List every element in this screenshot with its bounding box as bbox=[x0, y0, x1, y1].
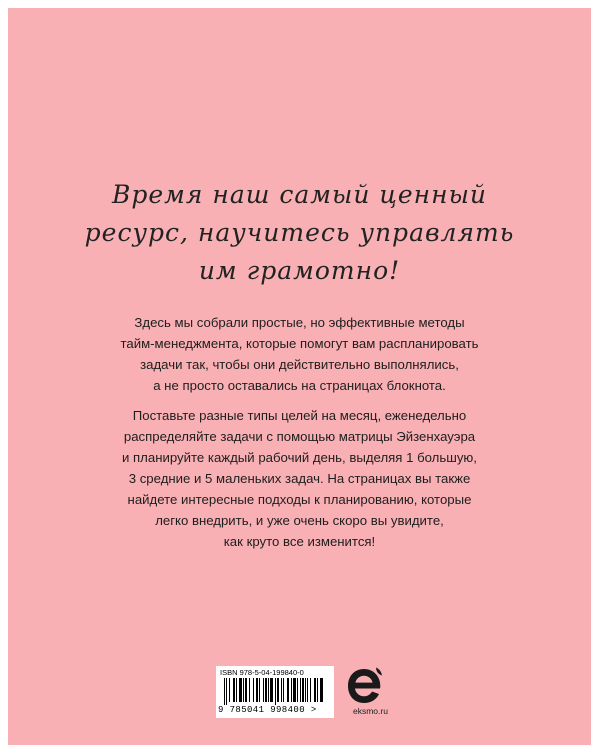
barcode-stripe bbox=[307, 678, 308, 702]
paragraph-line: задачи так, чтобы они действительно выполнялись, bbox=[140, 357, 459, 372]
barcode-stripe bbox=[302, 678, 304, 702]
paragraph-line: 3 средние и 5 маленьких задач. На страницах вы также bbox=[128, 471, 471, 486]
isbn-barcode bbox=[216, 666, 334, 718]
barcode-stripe bbox=[253, 678, 254, 702]
isbn-number: ISBN 978-5-04-199840-0 bbox=[220, 668, 304, 677]
barcode-stripe bbox=[300, 678, 301, 702]
barcode-stripe bbox=[239, 678, 242, 702]
description-paragraph-2 bbox=[48, 405, 551, 552]
paragraph-line: распределяйте задачи с помощью матрицы Эйзенхауэра bbox=[123, 429, 476, 444]
barcode-stripe bbox=[277, 678, 279, 702]
barcode-stripe bbox=[314, 678, 316, 702]
barcode-stripe bbox=[291, 678, 292, 702]
barcode-bars bbox=[224, 678, 326, 705]
publisher-url: eksmo.ru bbox=[353, 706, 388, 716]
barcode-stripe bbox=[249, 678, 250, 702]
barcode-stripe bbox=[283, 678, 284, 702]
barcode-stripe bbox=[233, 678, 235, 702]
headline-line: ресурс, научитесь управлять bbox=[84, 218, 515, 247]
headline-line: Время наш самый ценный bbox=[111, 180, 488, 209]
paragraph-line: Поставьте разные типы целей на месяц, еженедельно bbox=[132, 408, 467, 423]
paragraph-line: Здесь мы собрали простые, но эффективные методы bbox=[134, 315, 465, 330]
paragraph-line: а не просто оставались на страницах блокнота. bbox=[153, 378, 446, 393]
headline-quote bbox=[8, 176, 591, 290]
eksmo-logo-icon bbox=[345, 666, 383, 706]
barcode-stripe bbox=[263, 678, 264, 702]
barcode-stripe bbox=[320, 678, 323, 702]
barcode-stripe bbox=[259, 678, 260, 702]
paragraph-line: найдете интересные подходы к планированию, которые bbox=[127, 492, 472, 507]
paragraph-line: как круто все изменится! bbox=[223, 534, 376, 549]
barcode-stripe bbox=[268, 678, 269, 702]
back-cover bbox=[8, 8, 591, 745]
barcode-digits: 9 785041 998400 > bbox=[218, 705, 317, 715]
barcode-stripe bbox=[265, 678, 267, 702]
barcode-stripe bbox=[310, 678, 311, 702]
paragraph-line: и планируйте каждый рабочий день, выделяя 1 большую, bbox=[122, 450, 477, 465]
barcode-stripe bbox=[287, 678, 289, 702]
barcode-stripe bbox=[305, 678, 306, 702]
barcode-stripe bbox=[245, 678, 247, 702]
barcode-stripe bbox=[293, 678, 296, 702]
barcode-stripe bbox=[229, 678, 230, 702]
barcode-stripe bbox=[256, 678, 258, 702]
barcode-stripe bbox=[236, 678, 237, 702]
barcode-stripe bbox=[243, 678, 244, 702]
barcode-stripe bbox=[297, 678, 298, 702]
barcode-stripe bbox=[317, 678, 318, 702]
paragraph-line: легко внедрить, и уже очень скоро вы увидите, bbox=[155, 513, 444, 528]
barcode-stripe bbox=[270, 678, 273, 702]
headline-line: им грамотно! bbox=[198, 256, 401, 285]
barcode-stripe bbox=[224, 678, 225, 705]
barcode-stripe bbox=[281, 678, 282, 702]
barcode-stripe bbox=[226, 678, 227, 705]
description-paragraph-1 bbox=[48, 312, 551, 396]
paragraph-line: тайм-менеджмента, которые помогут вам распланировать bbox=[120, 336, 479, 351]
barcode-stripe bbox=[275, 678, 276, 705]
